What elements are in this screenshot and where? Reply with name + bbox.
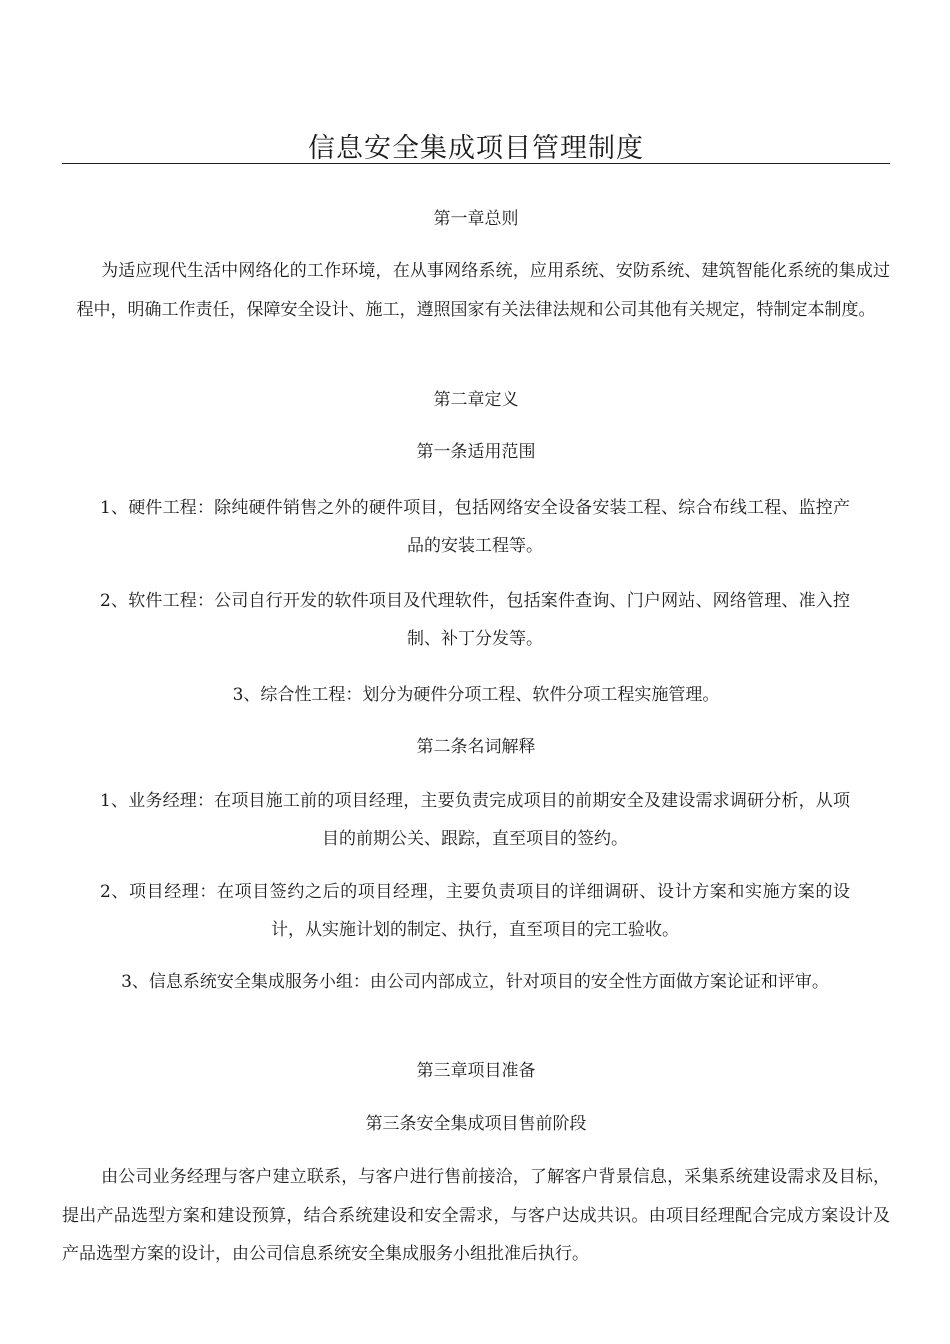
chapter-1-paragraph: 为适应现代生活中网络化的工作环境，在从事网络系统，应用系统、安防系统、建筑智能化系统的集成过程中，明确工作责任，保障安全设计、施工，遵照国家有关法律法规和公司其他有关规定，特制定本制度。 <box>76 261 890 320</box>
article-1-item-1: 1、硬件工程：除纯硬件销售之外的硬件项目，包括网络安全设备安装工程、综合布线工程、监控产品的安装工程等。 <box>100 498 850 556</box>
article-1-item-2: 2、软件工程：公司自行开发的软件项目及代理软件，包括案件查询、门户网站、网络管理、准入控制、补丁分发等。 <box>100 591 850 649</box>
document-title: 信息安全集成项目管理制度 <box>308 133 644 164</box>
article-2-heading: 第二条名词解释 <box>416 737 536 757</box>
title-underline <box>62 163 890 164</box>
chapter-3-heading: 第三章项目准备 <box>416 1061 536 1081</box>
article-2-item-1: 1、业务经理：在项目施工前的项目经理，主要负责完成项目的前期安全及建设需求调研分析，从项目的前期公关、跟踪，直至项目的签约。 <box>100 791 850 849</box>
article-2-item-2: 2、项目经理：在项目签约之后的项目经理，主要负责项目的详细调研、设计方案和实施方案的设计，从实施计划的制定、执行，直至项目的完工验收。 <box>100 882 850 940</box>
article-1-item-3: 3、综合性工程：划分为硬件分项工程、软件分项工程实施管理。 <box>232 685 720 705</box>
article-3-paragraph: 由公司业务经理与客户建立联系，与客户进行售前接洽，了解客户背景信息，采集系统建设需求及目标，提出产品选型方案和建设预算，结合系统建设和安全需求，与客户达成共识。由项目经理配合完成方案设计及产品选型方案的设计，由公司信息系统安全集成服务小组批准后执行。 <box>62 1167 890 1264</box>
article-1-heading: 第一条适用范围 <box>416 442 536 462</box>
article-3-heading: 第三条安全集成项目售前阶段 <box>365 1114 587 1134</box>
chapter-1-heading: 第一章总则 <box>433 209 519 229</box>
chapter-2-heading: 第二章定义 <box>433 390 519 410</box>
article-2-item-3: 3、信息系统安全集成服务小组：由公司内部成立，针对项目的安全性方面做方案论证和评审。 <box>121 972 829 992</box>
